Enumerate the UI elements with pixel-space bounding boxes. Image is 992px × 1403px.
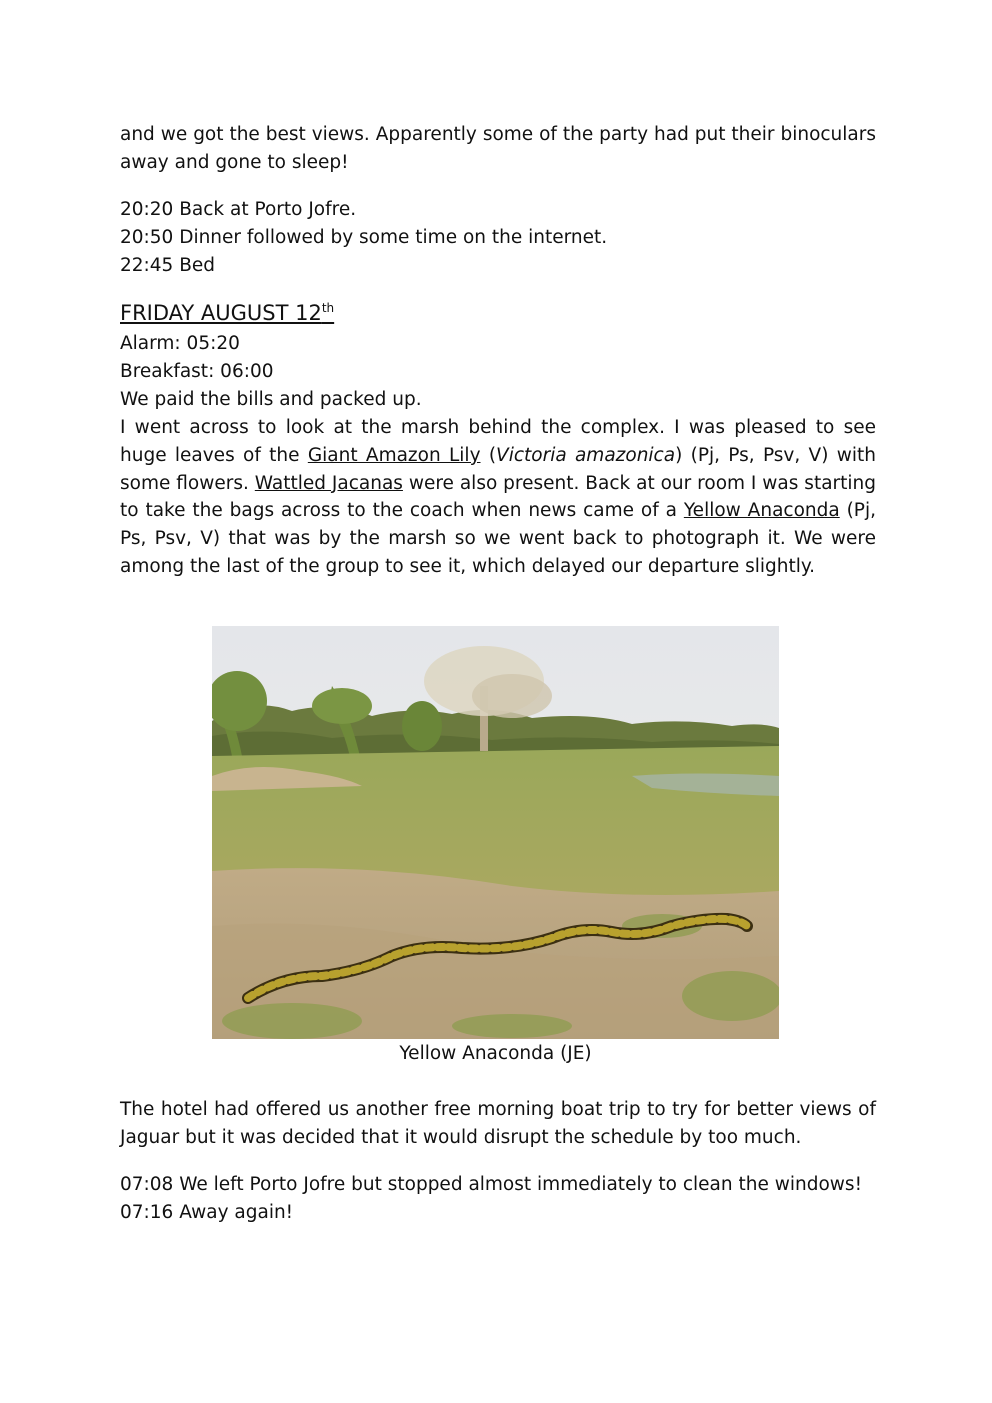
log-entry: 20:20 Back at Porto Jofre. xyxy=(120,199,357,220)
boat-trip-paragraph: The hotel had offered us another free morning boat trip to try for better views of Jaguar but it was decided that it would disrupt the schedule by too much. xyxy=(120,1099,876,1148)
log-entry: 07:16 Away again! xyxy=(120,1201,294,1223)
schedule-item: Breakfast: 06:00 xyxy=(120,360,274,382)
log-entry: 07:08 We left Porto Jofre but stopped almost immediately to clean the windows! xyxy=(120,1174,862,1195)
marsh-paragraph: I went across to look at the marsh behind the complex. I was pleased to see huge leaves of the Giant Amazon Lily (Victoria amazonica) (Pj, Ps, Psv, V) with some flowers. Wattled Jacanas were also present. Back at our room I was starting to take the bags across to the coach when news came of a Yellow Anaconda (Pj, Ps, Psv, V) that was by the marsh so we went back to photograph it. We were among the last of the group to see it, which delayed our departure slightly. xyxy=(120,417,877,577)
schedule-item: We paid the bills and packed up. xyxy=(120,388,422,410)
species-yellow-anaconda: Yellow Anaconda xyxy=(683,500,840,522)
anaconda-photo-illustration xyxy=(212,626,779,1039)
morning-schedule xyxy=(120,330,876,413)
evening-log xyxy=(120,196,876,279)
anaconda-photo xyxy=(212,626,779,1039)
log-entry: 22:45 Bed xyxy=(120,254,216,276)
intro-paragraph: and we got the best views. Apparently some of the party had put their binoculars away and gone to sleep! xyxy=(120,124,876,173)
log-entry: 20:50 Dinner followed by some time on the internet. xyxy=(120,226,608,248)
species-scientific-name: Victoria amazonica xyxy=(496,444,676,466)
photo-caption: Yellow Anaconda (JE) xyxy=(399,1043,592,1064)
departure-log xyxy=(120,1171,876,1227)
schedule-item: Alarm: 05:20 xyxy=(120,333,240,354)
day-heading: FRIDAY AUGUST 12th xyxy=(120,301,335,325)
species-giant-amazon-lily: Giant Amazon Lily xyxy=(307,444,481,466)
species-wattled-jacana: Wattled Jacanas xyxy=(254,472,403,494)
